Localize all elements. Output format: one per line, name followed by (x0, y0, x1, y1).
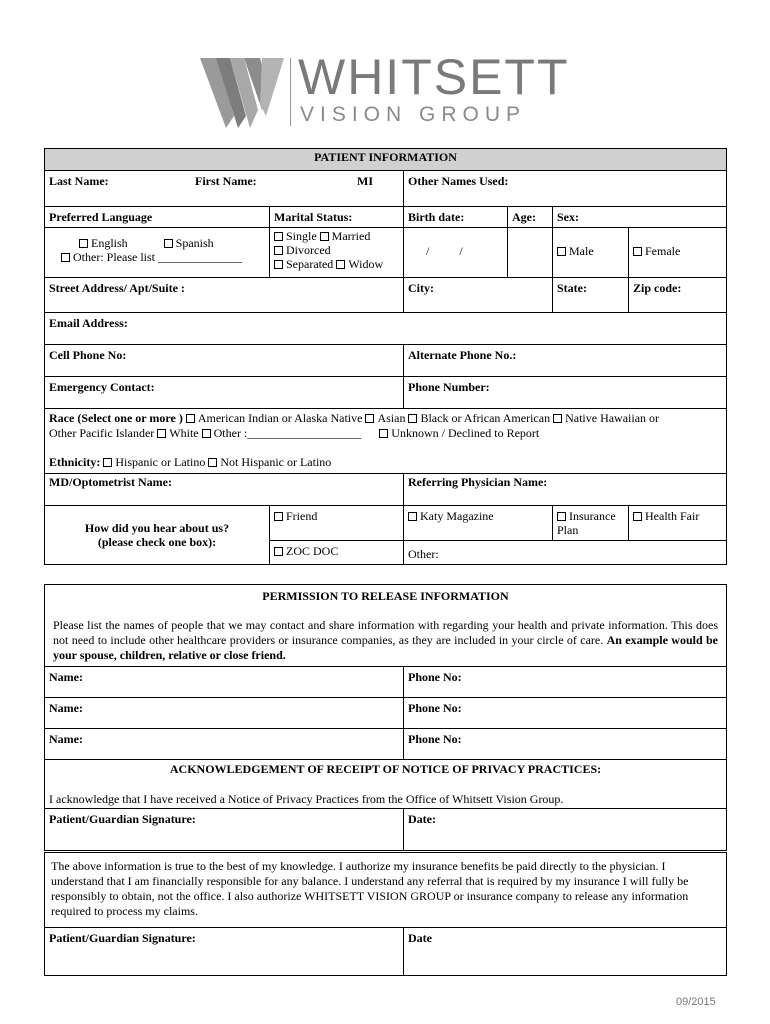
acknowledgement-text: I acknowledge that I have received a Notice of Privacy Practices from the Office of Whitsett Vision Group. (49, 792, 564, 806)
race-other-label: Other :___________________ (213, 426, 362, 440)
authorization-table (44, 852, 727, 976)
logo-word-whitsett: WHITSETT (298, 49, 570, 105)
zoc-doc-checkbox[interactable] (274, 547, 283, 556)
acknowledgement-title: ACKNOWLEDGEMENT OF RECEIPT OF NOTICE OF PRIVACY PRACTICES: (169, 762, 602, 776)
separated-label: Separated (286, 257, 334, 271)
race-other-checkbox[interactable] (202, 429, 211, 438)
acknowledgement-section (45, 760, 727, 809)
patient-info-table (44, 148, 727, 565)
permission-title: PERMISSION TO RELEASE INFORMATION (262, 589, 509, 603)
hear-about-us-question: How did you hear about us? (84, 521, 230, 535)
birth-date-label: Birth date: (404, 207, 508, 228)
married-checkbox[interactable] (320, 232, 329, 241)
health-fair-option (629, 506, 727, 541)
zoc-doc-label: ZOC DOC (286, 544, 339, 558)
alternate-phone-field[interactable]: Alternate Phone No.: (404, 345, 727, 377)
authorization-text: The above information is true to the best of my knowledge. I authorize my insurance benefits be paid directly to the physician. I understand that I am financially responsible for any balance. I understand any referral that is required by my insurance I will fully be responsibly to obtain, not the office. I also authorize WHITSETT VISION GROUP or insurance company to release any information required to process my claims. (45, 853, 727, 928)
race-unknown-checkbox[interactable] (379, 429, 388, 438)
company-logo (200, 49, 580, 132)
permission-example: An example would be your spouse, children, relative or close friend. (53, 633, 718, 662)
md-optometrist-field[interactable]: MD/Optometrist Name: (45, 474, 404, 506)
race-unknown-label: Unknown / Declined to Report (391, 426, 540, 440)
contact-phone-1[interactable]: Phone No: (404, 667, 727, 698)
female-option (629, 228, 727, 278)
zoc-doc-option (270, 541, 404, 565)
race-black-label: Black or African American (420, 411, 551, 425)
emergency-phone-field[interactable]: Phone Number: (404, 377, 727, 409)
hispanic-checkbox[interactable] (103, 458, 112, 467)
final-signature-field[interactable]: Patient/Guardian Signature: (45, 928, 404, 976)
language-options (45, 228, 270, 278)
permission-table (44, 584, 727, 851)
cell-phone-field[interactable]: Cell Phone No: (45, 345, 404, 377)
race-white-label: White (169, 426, 199, 440)
friend-label: Friend (286, 509, 318, 523)
health-fair-label: Health Fair (645, 509, 700, 523)
referring-physician-field[interactable]: Referring Physician Name: (404, 474, 727, 506)
preferred-language-label: Preferred Language (45, 207, 270, 228)
male-label: Male (569, 244, 594, 258)
street-address-field[interactable]: Street Address/ Apt/Suite : (45, 278, 404, 313)
plan-label: Plan (557, 523, 579, 537)
divorced-checkbox[interactable] (274, 246, 283, 255)
single-checkbox[interactable] (274, 232, 283, 241)
ack-date-field[interactable]: Date: (404, 809, 727, 851)
last-name-label: Last Name: (49, 174, 109, 188)
name-field[interactable] (45, 171, 404, 207)
male-option (553, 228, 629, 278)
race-american-indian-label: American Indian or Alaska Native (197, 411, 363, 425)
insurance-plan-checkbox[interactable] (557, 512, 566, 521)
zip-field[interactable]: Zip code: (629, 278, 727, 313)
not-hispanic-label: Not Hispanic or Latino (220, 455, 332, 469)
race-white-checkbox[interactable] (157, 429, 166, 438)
email-field[interactable]: Email Address: (45, 313, 727, 345)
other-language-label: Other: Please list ______________ (73, 250, 242, 264)
race-asian-label: Asian (377, 411, 406, 425)
not-hispanic-checkbox[interactable] (208, 458, 217, 467)
spanish-checkbox[interactable] (164, 239, 173, 248)
race-pacific-islander-label: Other Pacific Islander (49, 426, 155, 440)
widow-checkbox[interactable] (336, 260, 345, 269)
mi-label: MI (357, 174, 373, 188)
hear-about-us-label (45, 506, 270, 565)
race-ethnicity-section (45, 409, 727, 474)
age-field[interactable] (508, 228, 553, 278)
friend-checkbox[interactable] (274, 512, 283, 521)
katy-option (404, 506, 553, 541)
female-label: Female (645, 244, 681, 258)
hispanic-label: Hispanic or Latino (115, 455, 206, 469)
other-names-field[interactable]: Other Names Used: (404, 171, 727, 207)
permission-section (45, 585, 727, 667)
first-name-label: First Name: (195, 174, 257, 188)
form-revision-date: 09/2015 (676, 996, 716, 1008)
contact-phone-3[interactable]: Phone No: (404, 729, 727, 760)
single-label: Single (286, 229, 317, 243)
contact-name-2[interactable]: Name: (45, 698, 404, 729)
final-date-field[interactable]: Date (404, 928, 727, 976)
state-field[interactable]: State: (553, 278, 629, 313)
insurance-option (553, 506, 629, 541)
logo-word-vision-group: VISION GROUP (300, 103, 527, 126)
race-american-indian-checkbox[interactable] (186, 414, 195, 423)
english-label: English (91, 236, 128, 250)
katy-magazine-label: Katy Magazine (420, 509, 494, 523)
marital-options (270, 228, 404, 278)
insurance-label: Insurance (569, 509, 616, 523)
marital-status-label: Marital Status: (270, 207, 404, 228)
contact-name-1[interactable]: Name: (45, 667, 404, 698)
male-checkbox[interactable] (557, 247, 566, 256)
hear-about-us-instruction: (please check one box): (97, 535, 217, 549)
married-label: Married (331, 229, 371, 243)
emergency-contact-field[interactable]: Emergency Contact: (45, 377, 404, 409)
health-fair-checkbox[interactable] (633, 512, 642, 521)
ethnicity-label: Ethnicity: (49, 455, 101, 469)
contact-name-3[interactable]: Name: (45, 729, 404, 760)
birth-date-field[interactable]: / / (404, 228, 508, 278)
permission-text: Please list the names of people that we may contact and share information with regarding your health and private information. This does not need to include other healthcare providers or insurance companies, as they are included in your circle of care. (53, 618, 718, 647)
other-language-checkbox[interactable] (61, 253, 70, 262)
logo-w-mark-icon (200, 54, 286, 130)
contact-phone-2[interactable]: Phone No: (404, 698, 727, 729)
race-hawaiian-label: Native Hawaiian or (565, 411, 660, 425)
female-checkbox[interactable] (633, 247, 642, 256)
sex-label: Sex: (553, 207, 727, 228)
patient-info-title: PATIENT INFORMATION (45, 149, 727, 171)
other-source-field[interactable]: Other: (404, 541, 727, 565)
divorced-label: Divorced (286, 243, 331, 257)
race-asian-checkbox[interactable] (365, 414, 374, 423)
age-label: Age: (508, 207, 553, 228)
spanish-label: Spanish (175, 236, 214, 250)
english-checkbox[interactable] (79, 239, 88, 248)
ack-signature-field[interactable]: Patient/Guardian Signature: (45, 809, 404, 851)
logo-divider (290, 58, 291, 126)
city-field[interactable]: City: (404, 278, 553, 313)
separated-checkbox[interactable] (274, 260, 283, 269)
race-label: Race (Select one or more ) (49, 411, 183, 425)
race-black-checkbox[interactable] (408, 414, 417, 423)
katy-magazine-checkbox[interactable] (408, 512, 417, 521)
widow-label: Widow (348, 257, 384, 271)
friend-option (270, 506, 404, 541)
race-hawaiian-checkbox[interactable] (553, 414, 562, 423)
